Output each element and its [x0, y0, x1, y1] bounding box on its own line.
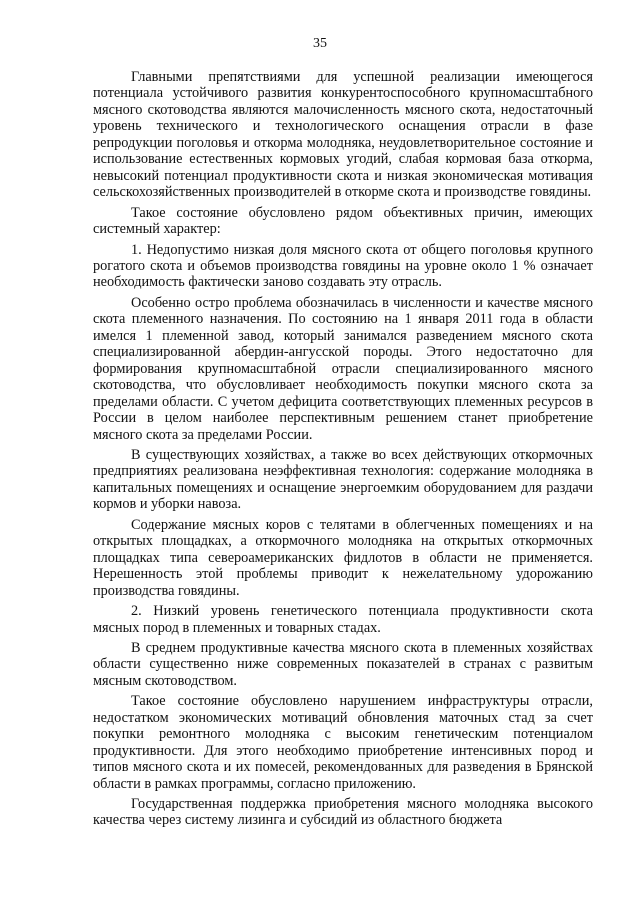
paragraph-inefficient-technology: В существующих хозяйствах, а также во всех действующих откормочных предприятиях реализована неэффективная технология: содержание молодняка в капитальных помещениях и оснащение энергоемким оборудованием для раздачи кормов и уборки навоза. — [93, 446, 593, 513]
paragraph-productivity: В среднем продуктивные качества мясного скота в племенных хозяйствах области существенно ниже современных показателей в странах с развитым мясным скотоводством. — [93, 639, 593, 689]
page-number: 35 — [313, 36, 327, 51]
paragraph-open-housing: Содержание мясных коров с телятами в облегченных помещениях и на открытых площадках, а откормочного молодняка на открытых откормочных площадках типа североамериканских фидлотов в области не применяется. Нерешенность этой проблемы приводит к нежелательному удорожанию производства говядины. — [93, 516, 593, 599]
paragraph-state-support: Государственная поддержка приобретения мясного молодняка высокого качества через систему лизинга и субсидий из областного бюджета — [93, 796, 593, 829]
paragraph-point-1: 1. Недопустимо низкая доля мясного скота от общего поголовья крупного рогатого скота и объемов производства говядины на уровне около 1 % означает необходимость фактически заново создавать эту отрасль. — [93, 241, 593, 291]
paragraph-point-2: 2. Низкий уровень генетического потенциала продуктивности скота мясных пород в племенных и товарных стадах. — [93, 603, 593, 636]
paragraph-objective-causes: Такое состояние обусловлено рядом объективных причин, имеющих системный характер: — [93, 204, 593, 238]
document-body — [93, 69, 593, 829]
paragraph-main-obstacles: Главными препятствиями для успешной реализации имеющегося потенциала устойчивого развития конкурентоспособного крупномасштабного мясного скотоводства являются малочисленность мясного скота, недостаточный уровень технического и технологического оснащения отрасли в фазе репродукции поголовья и откорма молодняка, неудовлетворительное состояние и использование естественных кормовых угодий, слабая кормовая база откорма, невысокий потенциал продуктивности скота и низкая экономическая мотивация сельскохозяйственных производителей в откорме скота и производстве говядины. — [93, 69, 593, 201]
paragraph-breeding-stock: Особенно остро проблема обозначилась в численности и качестве мясного скота племенного назначения. По состоянию на 1 января 2011 года в области имелся 1 племенной завод, который занимался разведением мясного скота специализированной абердин-ангусской породы. Этого недостаточно для формирования крупномасштабной отрасли специализированного мясного скотоводства, что обусловливает необходимость покупки мясного скота за пределами области. С учетом дефицита соответствующих племенных ресурсов в России в целом наиболее перспективным решением станет приобретение мясного скота за пределами России. — [93, 294, 593, 443]
paragraph-infrastructure: Такое состояние обусловлено нарушением инфраструктуры отрасли, недостатком экономических мотиваций обновления маточных стад за счет покупки ремонтного молодняка с высоким генетическим потенциалом продуктивности. Для этого необходимо приобретение интенсивных пород и типов мясного скота и их помесей, рекомендованных для разведения в Брянской области в рамках программы, согласно приложению. — [93, 693, 593, 792]
